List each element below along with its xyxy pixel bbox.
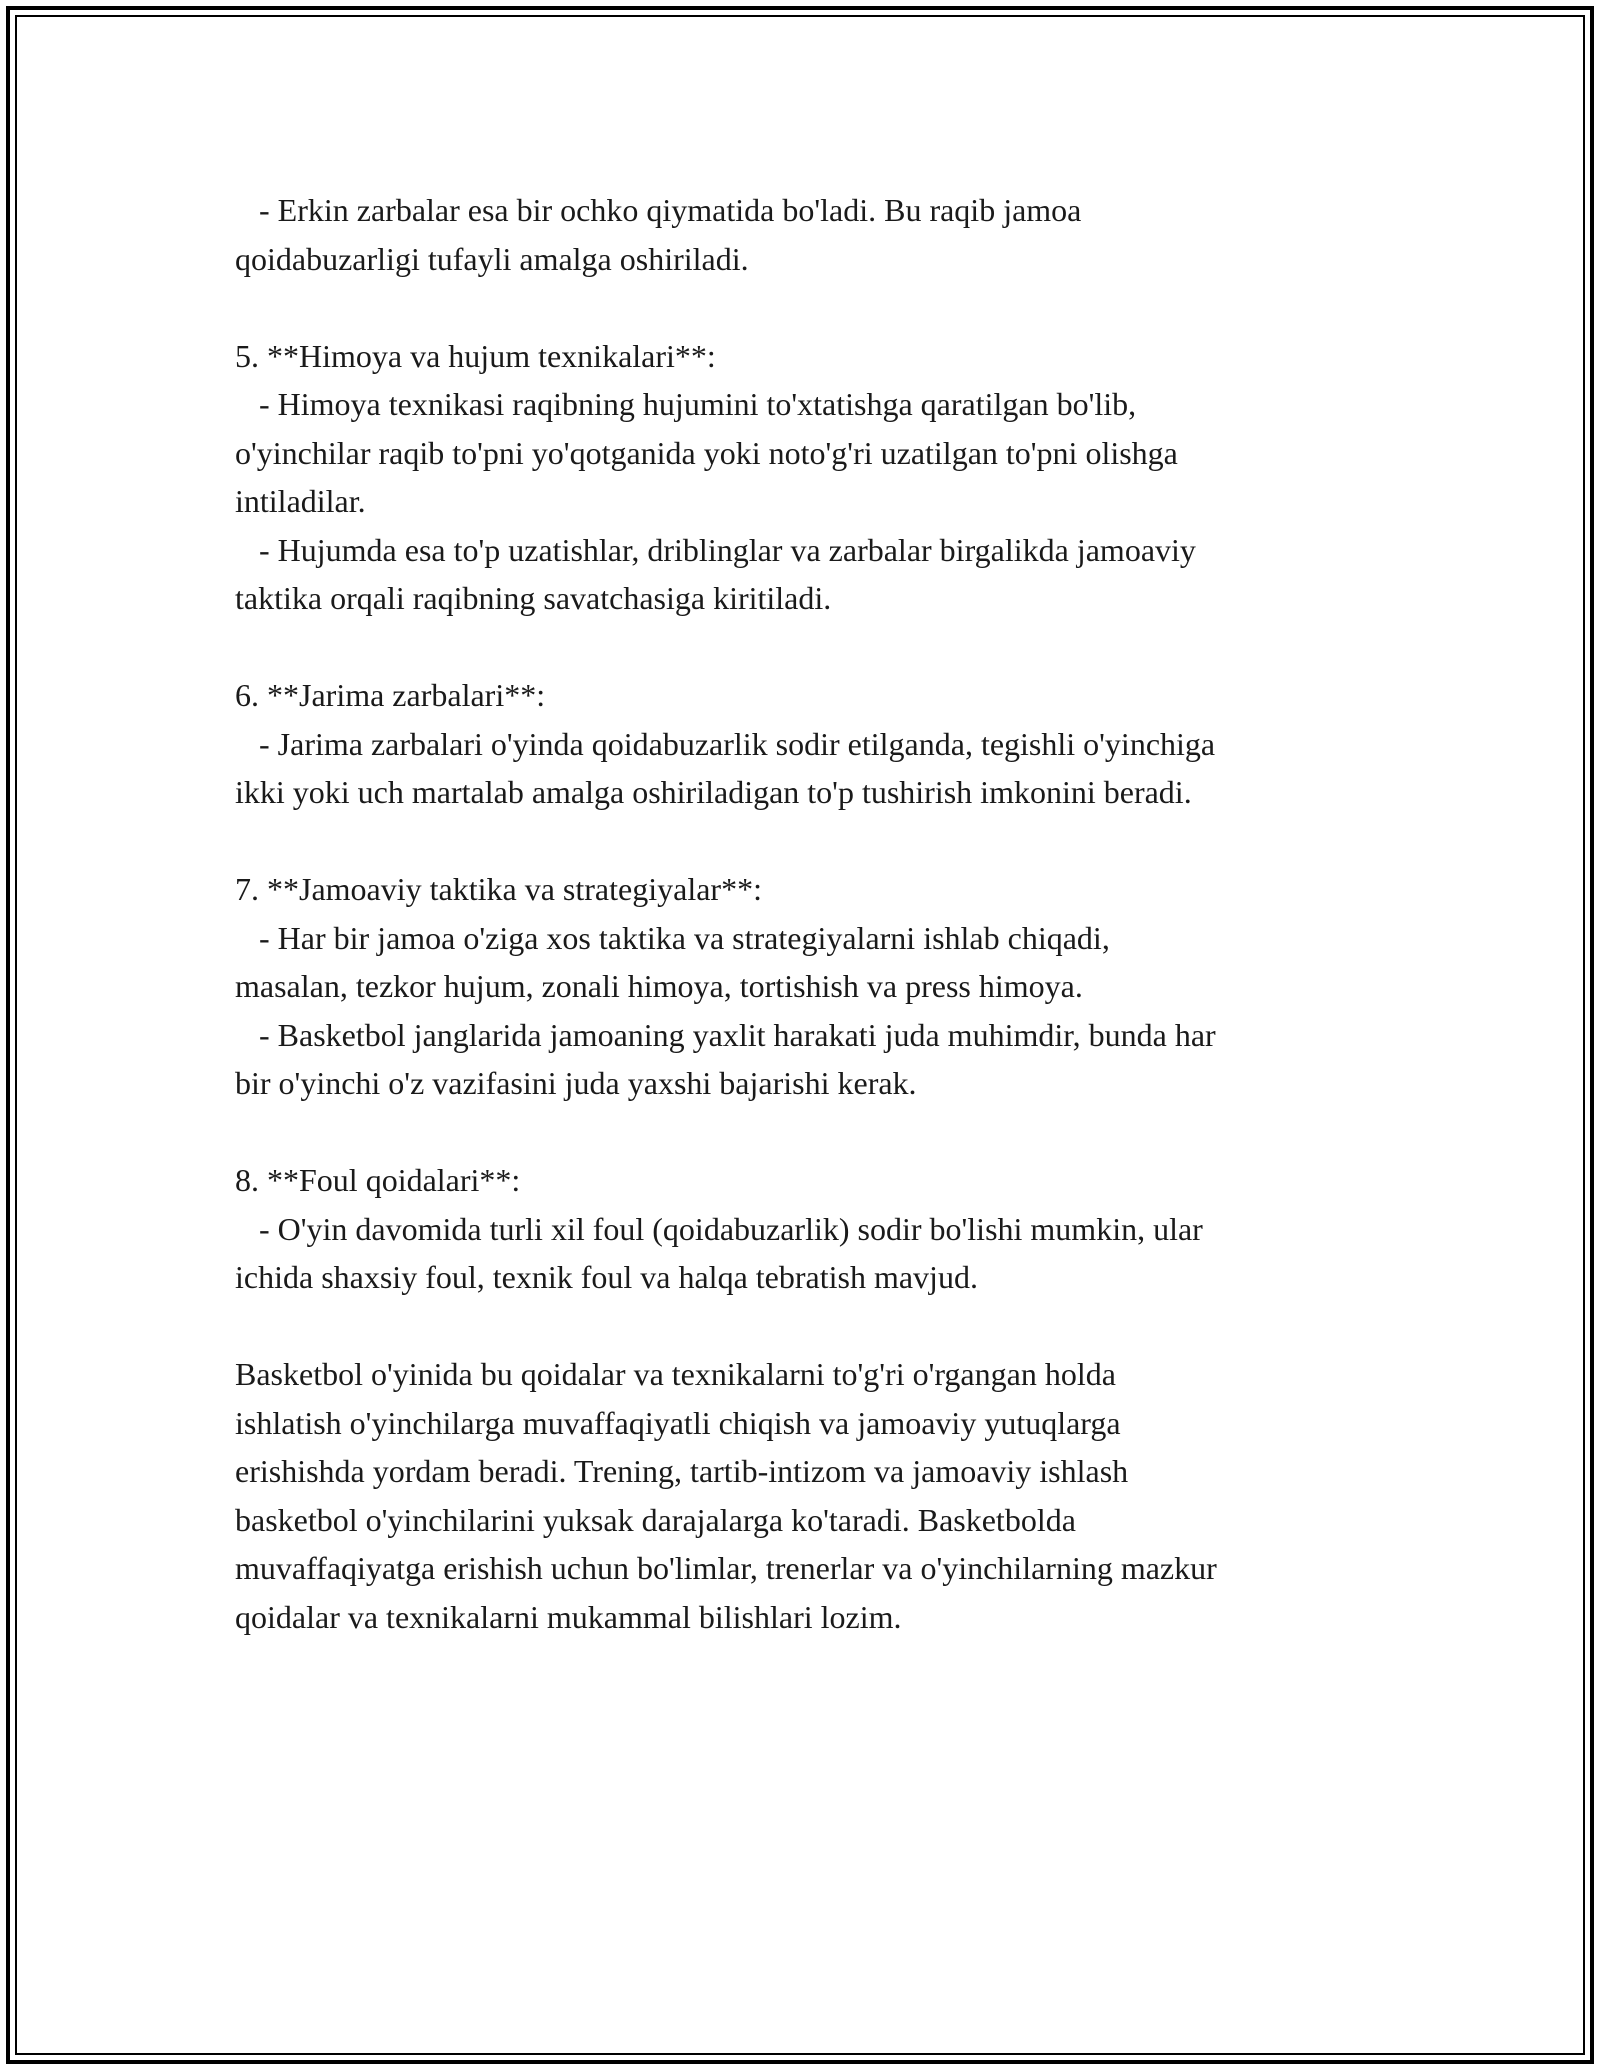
text-line: - Har bir jamoa o'ziga xos taktika va strategiyalarni ishlab chiqadi, xyxy=(235,919,1110,956)
bullet-item xyxy=(235,380,1375,526)
section-heading: 6. **Jarima zarbalari**: xyxy=(235,677,546,713)
paragraph-spacer xyxy=(235,1302,1375,1351)
paragraph-spacer xyxy=(235,1108,1375,1157)
text-line: - Himoya texnikasi raqibning hujumini to'xtatishga qaratilgan bo'lib, xyxy=(235,386,1137,422)
section-heading: 8. **Foul qoidalari**: xyxy=(235,1162,521,1198)
text-line: ishlatish o'yinchilarga muvaffaqiyatli chiqish va jamoaviy yutuqlarga xyxy=(235,1404,1121,1441)
text-line: o'yinchilar raqib to'pni yo'qotganida yoki noto'g'ri uzatilgan to'pni olishga xyxy=(235,434,1178,471)
bullet-item xyxy=(235,1205,1375,1302)
text-line: - Erkin zarbalar esa bir ochko qiymatida bo'ladi. Bu raqib jamoa xyxy=(235,192,1082,228)
closing-paragraph xyxy=(235,1350,1375,1641)
bullet-item xyxy=(235,1011,1375,1108)
text-line: - Hujumda esa to'p uzatishlar, driblinglar va zarbalar birgalikda jamoaviy xyxy=(235,531,1196,568)
text-line: bir o'yinchi o'z vazifasini juda yaxshi bajarishi kerak. xyxy=(235,1065,917,1101)
section-heading: 5. **Himoya va hujum texnikalari**: xyxy=(235,337,716,374)
text-line: intiladilar. xyxy=(235,483,366,519)
text-line: qoidalar va texnikalarni mukammal bilishlari lozim. xyxy=(235,1598,902,1635)
bullet-item xyxy=(235,526,1375,623)
bullet-item xyxy=(235,186,1375,283)
text-line: - O'yin davomida turli xil foul (qoidabuzarlik) sodir bo'lishi mumkin, ular xyxy=(235,1210,1203,1247)
text-line: ikki yoki uch martalab amalga oshiriladigan to'p tushirish imkonini beradi. xyxy=(235,774,1192,810)
section-heading: 7. **Jamoaviy taktika va strategiyalar**: xyxy=(235,871,762,907)
document-body xyxy=(235,186,1375,1641)
text-line: - Jarima zarbalari o'yinda qoidabuzarlik sodir etilganda, tegishli o'yinchiga xyxy=(235,725,1216,762)
text-line: - Basketbol janglarida jamoaning yaxlit harakati juda muhimdir, bunda har xyxy=(235,1016,1216,1053)
text-line: ichida shaxsiy foul, texnik foul va halqa tebratish mavjud. xyxy=(235,1259,978,1295)
bullet-item xyxy=(235,720,1375,817)
bullet-item xyxy=(235,914,1375,1011)
text-line: taktika orqali raqibning savatchasiga kiritiladi. xyxy=(235,580,832,616)
text-line: erishishda yordam beradi. Trening, tartib-intizom va jamoaviy ishlash xyxy=(235,1453,1129,1489)
text-line: masalan, tezkor hujum, zonali himoya, tortishish va press himoya. xyxy=(235,968,1083,1004)
text-line: Basketbol o'yinida bu qoidalar va texnikalarni to'g'ri o'rgangan holda xyxy=(235,1356,1116,1392)
text-line: qoidabuzarligi tufayli amalga oshiriladi. xyxy=(235,240,749,277)
paragraph-spacer xyxy=(235,623,1375,672)
paragraph-spacer xyxy=(235,817,1375,866)
paragraph-spacer xyxy=(235,283,1375,332)
text-line: basketbol o'yinchilarini yuksak darajalarga ko'taradi. Basketbolda xyxy=(235,1501,1076,1538)
text-line: muvaffaqiyatga erishish uchun bo'limlar, trenerlar va o'yinchilarning mazkur xyxy=(235,1550,1217,1586)
